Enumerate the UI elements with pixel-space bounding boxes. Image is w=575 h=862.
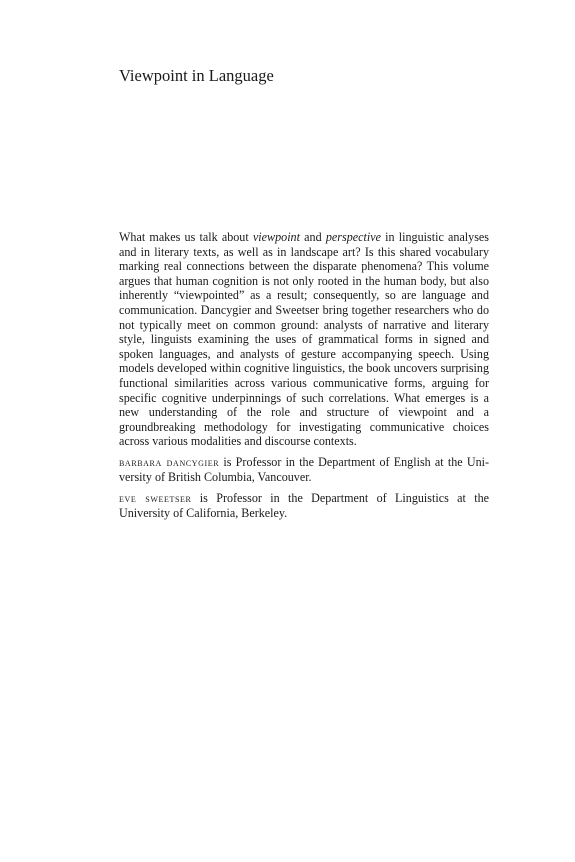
author-bio-text: is Professor in the Department of Linguistics at the University of California, Berkeley. — [119, 491, 490, 520]
description-text: and — [299, 230, 326, 244]
author-bio-sweetser — [119, 491, 489, 520]
author-name: eve sweetser — [119, 491, 192, 506]
author-bio-text: is Professor in the Department of English at the University of British Columbia, Vancouver. — [119, 455, 490, 484]
page-title: Viewpoint in Language — [119, 66, 274, 85]
emphasis-perspective: perspective — [325, 230, 381, 244]
author-name: barbara dancygier — [119, 455, 220, 469]
author-bio-dancygier — [119, 455, 489, 484]
description-text: in linguistic analyses and in literary texts, as well as in landscape art? Is this shared vocabulary marking real connections between the disparate phenomena? This volume argues that human cognition is not only rooted in the human body, but also inherently “viewpointed” as a result; consequently, so are language and communication. Dancygier and Sweetser bring together researchers who do not typically meet on common ground: analysts of narrative and literary style, linguists examining the uses of grammatical forms in signed and spoken languages, and analysts of gesture accompanying speech. Using models developed within cognitive linguistics, the book uncovers surprising functional similarities across various communicative forms, arguing for specific cognitive underpinnings of such correlations. What emerges is a new understanding of the role and structure of viewpoint and a groundbreaking methodology for investigating communicative choices across various modalities and discourse contexts. — [119, 230, 489, 449]
emphasis-viewpoint: viewpoint — [252, 230, 300, 244]
book-description — [119, 230, 489, 449]
description-text: What makes us talk about — [119, 230, 253, 244]
author-bios — [119, 455, 489, 527]
description-paragraph — [119, 230, 489, 449]
